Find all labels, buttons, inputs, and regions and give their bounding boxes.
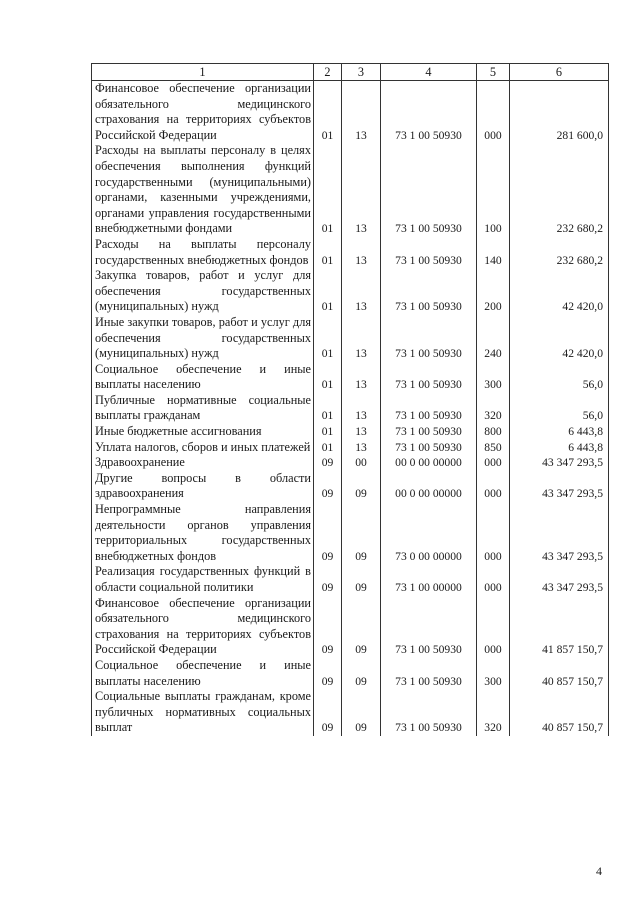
row-section-code: 01 — [314, 393, 342, 424]
row-description: Непрограммные направления деятельности органов управления территориальных государственных внебюджетных фондов — [92, 502, 314, 564]
row-subsection-code: 13 — [342, 315, 381, 362]
row-amount: 232 680,2 — [510, 237, 609, 268]
row-subsection-code: 13 — [342, 268, 381, 315]
row-target-code: 73 1 00 50930 — [381, 237, 477, 268]
header-col-5: 5 — [477, 64, 510, 81]
budget-table — [91, 63, 609, 736]
row-amount: 43 347 293,5 — [510, 471, 609, 502]
row-amount: 232 680,2 — [510, 143, 609, 237]
row-amount: 56,0 — [510, 393, 609, 424]
table-row — [92, 596, 609, 658]
header-col-2: 2 — [314, 64, 342, 81]
row-amount: 40 857 150,7 — [510, 658, 609, 689]
row-target-code: 73 1 00 50930 — [381, 268, 477, 315]
row-expense-type: 850 — [477, 440, 510, 456]
row-amount: 6 443,8 — [510, 440, 609, 456]
row-section-code: 01 — [314, 81, 342, 144]
row-description: Иные бюджетные ассигнования — [92, 424, 314, 440]
row-expense-type: 140 — [477, 237, 510, 268]
row-subsection-code: 13 — [342, 81, 381, 144]
row-amount: 42 420,0 — [510, 268, 609, 315]
row-target-code: 73 1 00 50930 — [381, 658, 477, 689]
table-row — [92, 315, 609, 362]
row-section-code: 09 — [314, 689, 342, 736]
table-row — [92, 471, 609, 502]
row-description: Финансовое обеспечение организации обязательного медицинского страхования на территориях субъектов Российской Федерации — [92, 81, 314, 144]
table-row — [92, 143, 609, 237]
table-row — [92, 81, 609, 144]
row-description: Социальное обеспечение и иные выплаты населению — [92, 362, 314, 393]
row-expense-type: 200 — [477, 268, 510, 315]
row-expense-type: 300 — [477, 362, 510, 393]
table-row — [92, 268, 609, 315]
row-amount: 40 857 150,7 — [510, 689, 609, 736]
row-expense-type: 800 — [477, 424, 510, 440]
row-amount: 6 443,8 — [510, 424, 609, 440]
row-description: Расходы на выплаты персоналу государственных внебюджетных фондов — [92, 237, 314, 268]
row-target-code: 73 1 00 50930 — [381, 596, 477, 658]
row-subsection-code: 13 — [342, 362, 381, 393]
header-col-1: 1 — [92, 64, 314, 81]
table-row — [92, 455, 609, 471]
row-target-code: 00 0 00 00000 — [381, 455, 477, 471]
row-description: Социальные выплаты гражданам, кроме публичных нормативных социальных выплат — [92, 689, 314, 736]
row-section-code: 09 — [314, 564, 342, 595]
row-subsection-code: 00 — [342, 455, 381, 471]
table-row — [92, 393, 609, 424]
row-section-code: 01 — [314, 143, 342, 237]
row-target-code: 73 1 00 50930 — [381, 362, 477, 393]
row-description: Социальное обеспечение и иные выплаты населению — [92, 658, 314, 689]
table-row — [92, 564, 609, 595]
row-section-code: 09 — [314, 471, 342, 502]
row-target-code: 73 0 00 00000 — [381, 502, 477, 564]
row-target-code: 73 1 00 50930 — [381, 689, 477, 736]
row-subsection-code: 09 — [342, 564, 381, 595]
row-section-code: 01 — [314, 237, 342, 268]
table-row — [92, 658, 609, 689]
row-subsection-code: 13 — [342, 393, 381, 424]
header-col-6: 6 — [510, 64, 609, 81]
row-target-code: 73 1 00 50930 — [381, 424, 477, 440]
row-amount: 42 420,0 — [510, 315, 609, 362]
row-expense-type: 240 — [477, 315, 510, 362]
row-amount: 43 347 293,5 — [510, 455, 609, 471]
row-section-code: 09 — [314, 502, 342, 564]
table-row — [92, 440, 609, 456]
row-section-code: 01 — [314, 362, 342, 393]
row-target-code: 73 1 00 50930 — [381, 81, 477, 144]
row-description: Иные закупки товаров, работ и услуг для обеспечения государственных (муниципальных) нужд — [92, 315, 314, 362]
row-subsection-code: 13 — [342, 237, 381, 268]
row-target-code: 73 1 00 00000 — [381, 564, 477, 595]
row-section-code: 09 — [314, 596, 342, 658]
row-expense-type: 000 — [477, 502, 510, 564]
row-subsection-code: 09 — [342, 658, 381, 689]
row-target-code: 00 0 00 00000 — [381, 471, 477, 502]
table-row — [92, 689, 609, 736]
row-expense-type: 000 — [477, 81, 510, 144]
row-description: Уплата налогов, сборов и иных платежей — [92, 440, 314, 456]
row-amount: 281 600,0 — [510, 81, 609, 144]
table-row — [92, 502, 609, 564]
row-target-code: 73 1 00 50930 — [381, 143, 477, 237]
row-target-code: 73 1 00 50930 — [381, 315, 477, 362]
row-expense-type: 100 — [477, 143, 510, 237]
row-description: Закупка товаров, работ и услуг для обеспечения государственных (муниципальных) нужд — [92, 268, 314, 315]
table-row — [92, 362, 609, 393]
row-expense-type: 000 — [477, 455, 510, 471]
row-target-code: 73 1 00 50930 — [381, 440, 477, 456]
row-description: Публичные нормативные социальные выплаты гражданам — [92, 393, 314, 424]
row-description: Здравоохранение — [92, 455, 314, 471]
row-expense-type: 000 — [477, 471, 510, 502]
row-subsection-code: 13 — [342, 424, 381, 440]
row-subsection-code: 09 — [342, 689, 381, 736]
row-description: Реализация государственных функций в области социальной политики — [92, 564, 314, 595]
row-expense-type: 300 — [477, 658, 510, 689]
row-subsection-code: 09 — [342, 502, 381, 564]
row-description: Другие вопросы в области здравоохранения — [92, 471, 314, 502]
table-row — [92, 424, 609, 440]
row-section-code: 01 — [314, 440, 342, 456]
row-expense-type: 000 — [477, 564, 510, 595]
row-subsection-code: 09 — [342, 596, 381, 658]
row-subsection-code: 09 — [342, 471, 381, 502]
row-section-code: 09 — [314, 658, 342, 689]
row-expense-type: 320 — [477, 393, 510, 424]
row-description: Расходы на выплаты персоналу в целях обеспечения выполнения функций государственными (муниципальными) органами, казенными учреждениями, органами управления государственными внебюджетными фондами — [92, 143, 314, 237]
row-section-code: 01 — [314, 315, 342, 362]
header-col-3: 3 — [342, 64, 381, 81]
table-row — [92, 237, 609, 268]
row-expense-type: 000 — [477, 596, 510, 658]
row-subsection-code: 13 — [342, 440, 381, 456]
header-col-4: 4 — [381, 64, 477, 81]
row-target-code: 73 1 00 50930 — [381, 393, 477, 424]
row-amount: 56,0 — [510, 362, 609, 393]
row-section-code: 01 — [314, 424, 342, 440]
row-amount: 43 347 293,5 — [510, 502, 609, 564]
row-amount: 43 347 293,5 — [510, 564, 609, 595]
row-section-code: 09 — [314, 455, 342, 471]
row-amount: 41 857 150,7 — [510, 596, 609, 658]
page-number: 4 — [596, 864, 602, 878]
row-expense-type: 320 — [477, 689, 510, 736]
row-description: Финансовое обеспечение организации обязательного медицинского страхования на территориях субъектов Российской Федерации — [92, 596, 314, 658]
row-subsection-code: 13 — [342, 143, 381, 237]
row-section-code: 01 — [314, 268, 342, 315]
header-row — [92, 64, 609, 81]
